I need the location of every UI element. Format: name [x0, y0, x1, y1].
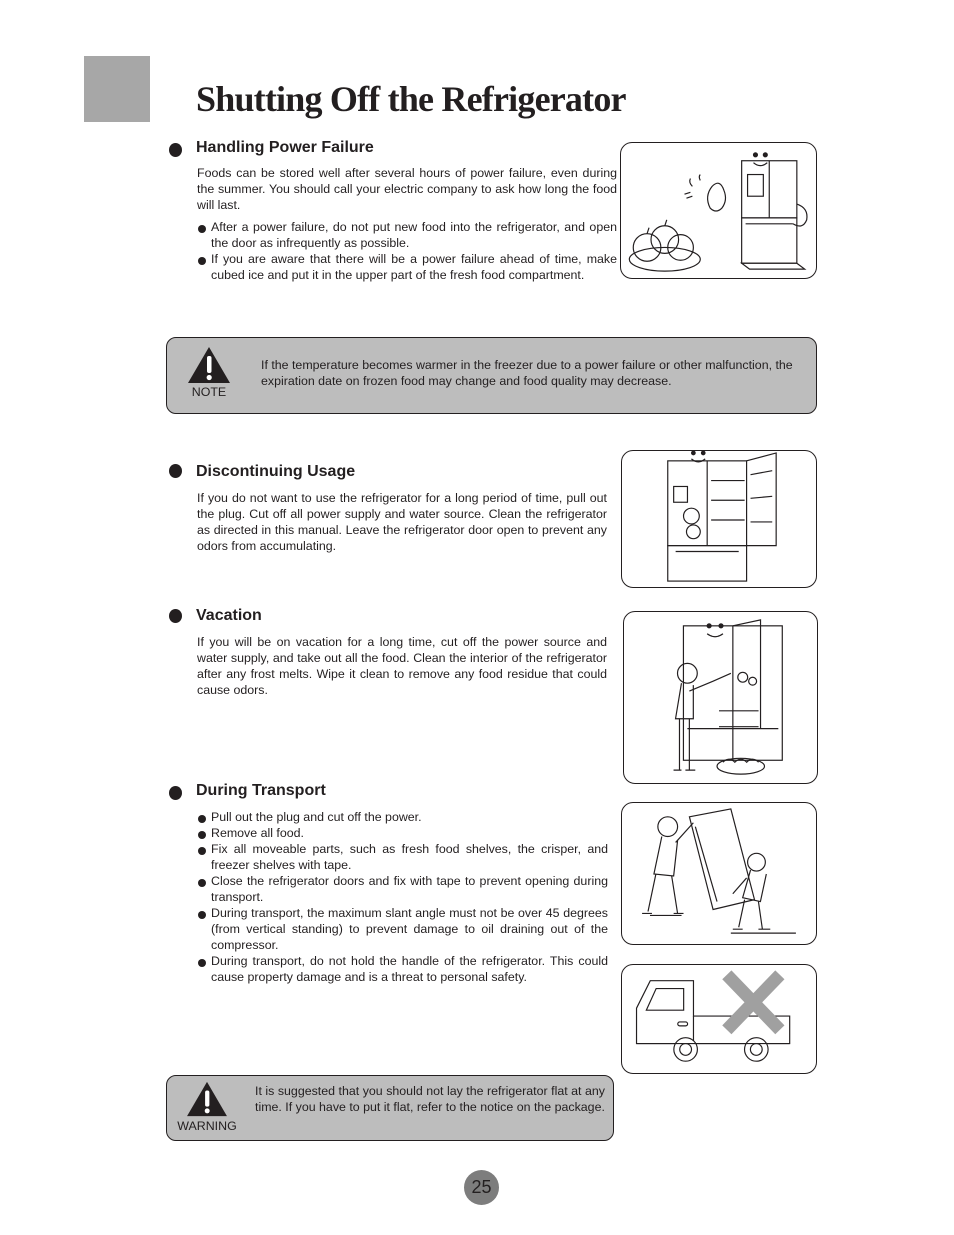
illustration-two-people-carrying-fridge	[621, 802, 817, 945]
list-item: Remove all food.	[197, 825, 608, 841]
transport-list	[197, 809, 608, 985]
list-item: If you are aware that there will be a power failure ahead of time, make cubed ice and put it in the upper part of the fresh food compartment.	[197, 251, 617, 283]
warning-label: WARNING	[177, 1119, 237, 1133]
note-label: NOTE	[191, 385, 227, 399]
power-failure-intro: Foods can be stored well after several hours of power failure, even during the summer. You should call your electric company to ask how long the food will last.	[197, 166, 617, 212]
list-item: Pull out the plug and cut off the power.	[197, 809, 608, 825]
chapter-tab	[84, 56, 150, 122]
page-title: Shutting Off the Refrigerator	[196, 79, 626, 119]
list-item: During transport, do not hold the handle of the refrigerator. This could cause property damage and is a threat to personal safety.	[197, 953, 608, 985]
heading-discontinuing-usage: Discontinuing Usage	[196, 463, 356, 480]
heading-vacation: Vacation	[196, 607, 262, 624]
illustration-truck-prohibited	[621, 964, 817, 1074]
section-bullet-icon	[169, 464, 182, 478]
list-item: After a power failure, do not put new food into the refrigerator, and open the door as infrequently as possible.	[197, 219, 617, 251]
warning-box	[166, 1075, 614, 1141]
section-bullet-icon	[169, 786, 182, 800]
warning-text: It is suggested that you should not lay the refrigerator flat at any time. If you have to put it flat, refer to the notice on the package.	[255, 1084, 605, 1114]
illustration-person-emptying-fridge	[623, 611, 818, 784]
note-text: If the temperature becomes warmer in the freezer due to a power failure or other malfunction, the expiration date on frozen food may change and food quality may decrease.	[261, 358, 793, 388]
list-item: During transport, the maximum slant angle must not be over 45 degrees (from vertical standing) to prevent damage to oil draining out of the compressor.	[197, 905, 608, 953]
warning-triangle-icon	[186, 345, 232, 385]
note-box	[166, 337, 817, 414]
illustration-fridge-door-open	[621, 450, 817, 588]
warning-triangle-icon	[185, 1080, 229, 1118]
section-bullet-icon	[169, 609, 182, 623]
power-failure-list	[197, 219, 617, 283]
page-number: 25	[464, 1170, 499, 1205]
power-failure-content	[197, 165, 617, 283]
heading-power-failure: Handling Power Failure	[196, 139, 374, 156]
vacation-text: If you will be on vacation for a long time, cut off the power source and water supply, and take out all the food. Clean the interior of the refrigerator after any frost melts. Wipe it clean to remove any food residue that could cause odors.	[197, 635, 607, 697]
illustration-fridge-with-apples	[620, 142, 817, 279]
discontinuing-text: If you do not want to use the refrigerator for a long period of time, pull out the plug. Cut off all power supply and water source. Clean the refrigerator as directed in this manual. Leave the refrigerator door open to prevent any odors from accumulating.	[197, 491, 607, 553]
list-item: Fix all moveable parts, such as fresh food shelves, the crisper, and freezer shelves with tape.	[197, 841, 608, 873]
section-bullet-icon	[169, 143, 182, 157]
list-item: Close the refrigerator doors and fix with tape to prevent opening during transport.	[197, 873, 608, 905]
heading-during-transport: During Transport	[196, 782, 326, 799]
x-mark-icon	[727, 975, 780, 1030]
